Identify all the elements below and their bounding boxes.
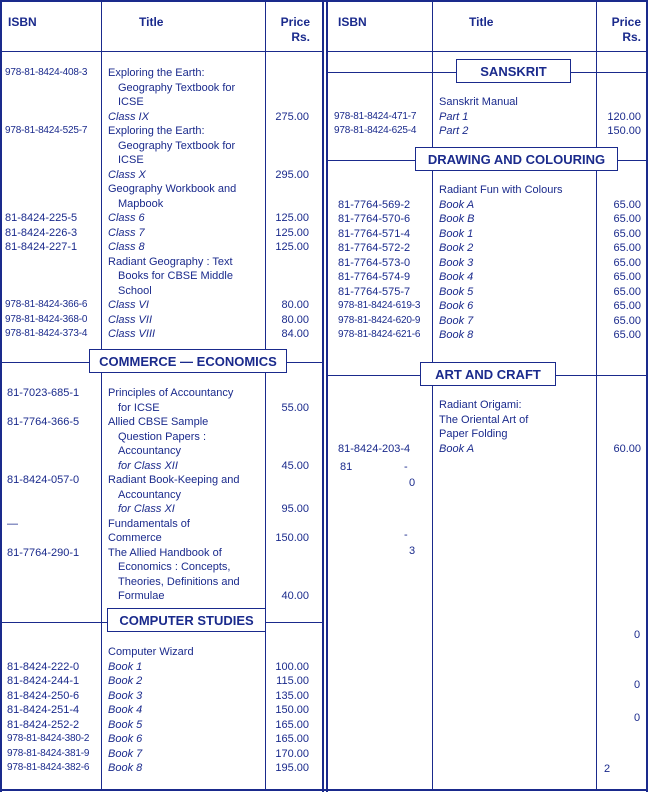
title-cell: Economics : Concepts, [118,561,231,573]
right-isbn-col-line [432,2,433,789]
price-cell: 40.00 [281,590,309,602]
isbn-cell: 978-81-8424-471-7 [334,110,417,122]
title-cell: Book 4 [439,271,474,283]
right-header-rule [328,51,646,52]
title-cell: The Oriental Art of [439,413,529,426]
title-cell: for ICSE [118,401,160,414]
price-cell: 295.00 [275,168,309,181]
title-cell: Exploring the Earth: [108,125,205,137]
center-divider-b [326,0,328,792]
stray-text: - [404,529,408,541]
isbn-cell: 81-8424-225-5 [5,212,78,224]
title-cell: Book 2 [439,242,474,254]
title-cell: Geography Textbook for [118,139,236,152]
isbn-cell: 81-8424-250-6 [7,689,80,702]
title-cell: Question Papers : [118,430,207,443]
title-cell: The Allied Handbook of [108,546,222,559]
title-cell: Class 7 [108,226,145,239]
title-cell: Paper Folding [439,428,508,440]
title-cell: Class IX [108,110,149,123]
price-cell: 165.00 [275,718,309,731]
title-cell: Formulae [118,590,165,602]
price-cell: 125.00 [275,226,309,239]
title-cell: Book 6 [108,733,143,745]
title-cell: Accountancy [118,445,181,457]
section-computer-studies: COMPUTER STUDIES [107,608,266,632]
price-cell: 165.00 [275,733,309,745]
price-cell: 65.00 [613,329,641,341]
isbn-cell: 978-81-8424-381-9 [7,747,90,759]
isbn-cell: 81-8424-244-1 [7,675,80,687]
price-cell: 135.00 [275,689,309,702]
isbn-cell: 81-7764-366-5 [7,416,80,428]
title-cell: Radiant Geography : Text [108,255,233,268]
title-cell: Part 1 [439,110,469,123]
price-cell: 65.00 [613,300,641,312]
left-isbn-col-line [101,2,102,789]
price-cell: 55.00 [281,401,309,414]
top-border [0,0,648,2]
isbn-cell: 81-8424-203-4 [338,442,411,455]
isbn-cell: 81-7764-572-2 [338,242,411,254]
title-cell: Principles of Accountancy [108,387,234,399]
isbn-cell: — [7,517,18,530]
stray-text: 0 [634,712,641,724]
left-header-rule [2,51,322,52]
isbn-cell: 81-8424-226-3 [5,226,78,239]
left-isbn-header: ISBN [8,15,37,29]
title-cell: Book 5 [108,718,143,731]
isbn-cell: 978-81-8424-380-2 [7,733,90,744]
title-cell: Book 1 [108,660,143,673]
title-cell: Mapbook [118,197,164,210]
price-cell: 60.00 [613,442,641,455]
isbn-cell: 978-81-8424-373-4 [5,328,88,339]
title-cell: Geography Workbook and [108,183,237,195]
price-cell: 80.00 [281,299,309,311]
title-cell: Book A [439,442,475,455]
center-divider-a [322,0,324,792]
title-cell: Computer Wizard [108,646,194,658]
right-price-unit-header: Rs. [622,30,641,44]
price-cell: 150.00 [275,704,309,716]
price-cell: 45.00 [281,459,309,472]
price-cell: 150.00 [607,125,641,137]
title-cell: ICSE [118,154,144,166]
title-cell: Sanskrit Manual [439,96,518,108]
isbn-cell: 81-8424-251-4 [7,704,80,716]
stray-text: 0 [634,679,641,691]
isbn-cell: 978-81-8424-368-0 [5,313,88,325]
title-cell: Exploring the Earth: [108,67,205,79]
title-cell: Class 8 [108,241,145,253]
isbn-cell: 81-7764-571-4 [338,227,411,240]
title-cell: Class VII [108,313,153,326]
stray-text: 3 [409,545,416,557]
title-cell: Book 7 [439,314,474,327]
right-price-header: Price [611,15,641,29]
title-cell: Part 2 [439,125,469,137]
title-cell: Radiant Book-Keeping and [108,474,240,486]
price-cell: 65.00 [613,242,641,254]
price-cell: 275.00 [275,110,309,123]
isbn-cell: 81-8424-057-0 [7,474,80,486]
price-cell: 65.00 [613,256,641,269]
isbn-cell: 81-8424-252-2 [7,718,80,731]
title-cell: Book 3 [439,256,474,269]
isbn-cell: 81-7764-569-2 [338,198,411,211]
stray-text: 81 [340,461,353,473]
isbn-cell: 978-81-8424-382-6 [7,762,90,773]
section-drawing-colouring: DRAWING AND COLOURING [415,147,618,171]
isbn-cell: 81-7764-570-6 [338,213,411,225]
stray-text: 2 [604,763,611,775]
title-cell: Radiant Origami: [439,399,522,411]
title-cell: Books for CBSE Middle [118,270,233,282]
title-cell: Book 1 [439,227,474,240]
title-cell: Commerce [108,532,162,544]
title-cell: Book 7 [108,747,143,760]
price-cell: 125.00 [275,212,309,224]
price-cell: 125.00 [275,241,309,253]
title-cell: Accountancy [118,488,181,501]
stray-text: 0 [634,629,641,641]
title-cell: Book A [439,198,475,211]
isbn-cell: 978-81-8424-525-7 [5,125,88,136]
price-cell: 95.00 [281,503,309,515]
isbn-cell: 978-81-8424-619-3 [338,300,421,311]
title-cell: Book B [439,213,475,225]
title-cell: for Class XII [118,459,178,472]
left-price-header: Price [280,15,310,29]
title-cell: Book 5 [439,285,474,298]
bottom-border [0,789,648,791]
title-cell: Radiant Fun with Colours [439,184,563,196]
title-cell: Geography Textbook for [118,81,236,94]
isbn-cell: 81-7764-575-7 [338,285,411,298]
price-cell: 195.00 [275,762,309,774]
stray-text: - [404,461,408,473]
isbn-cell: 81-7764-574-9 [338,271,411,283]
price-cell: 84.00 [281,328,309,340]
price-cell: 65.00 [613,314,641,327]
title-cell: Class X [108,168,146,181]
price-cell: 120.00 [607,110,641,123]
price-cell: 65.00 [613,285,641,298]
section-art-craft: ART AND CRAFT [420,362,556,386]
stray-text: 0 [409,477,416,489]
price-cell: 150.00 [275,532,309,544]
title-cell: School [118,284,152,297]
price-cell: 65.00 [613,213,641,225]
right-title-header: Title [469,15,494,29]
isbn-cell: 81-7764-290-1 [7,546,80,559]
isbn-cell: 81-8424-227-1 [5,241,78,253]
right-isbn-header: ISBN [338,15,367,29]
title-cell: Theories, Definitions and [118,575,240,588]
isbn-cell: 978-81-8424-408-3 [5,67,88,78]
title-cell: Book 4 [108,704,143,716]
title-cell: Book 3 [108,689,143,702]
section-commerce-economics: COMMERCE — ECONOMICS [89,349,287,373]
title-cell: Fundamentals of [108,517,190,530]
price-cell: 80.00 [281,313,309,326]
isbn-cell: 978-81-8424-621-6 [338,329,421,340]
title-cell: Class VI [108,299,149,311]
price-cell: 170.00 [275,747,309,760]
price-cell: 65.00 [613,198,641,211]
title-cell: Class VIII [108,328,156,340]
title-cell: Book 8 [108,762,143,774]
title-cell: Class 6 [108,212,145,224]
isbn-cell: 81-7764-573-0 [338,256,411,269]
isbn-cell: 978-81-8424-620-9 [338,314,421,326]
title-cell: Allied CBSE Sample [108,416,209,428]
left-price-unit-header: Rs. [291,30,310,44]
title-cell: Book 8 [439,329,474,341]
price-cell: 65.00 [613,271,641,283]
title-cell: Book 6 [439,300,474,312]
title-cell: Book 2 [108,675,143,687]
isbn-cell: 81-8424-222-0 [7,660,80,673]
price-cell: 115.00 [276,675,309,687]
price-cell: 100.00 [275,660,309,673]
price-cell: 65.00 [613,227,641,240]
isbn-cell: 978-81-8424-625-4 [334,125,417,136]
title-cell: ICSE [118,96,144,108]
title-cell: for Class XI [118,503,175,515]
left-title-header: Title [139,15,164,29]
section-sanskrit: SANSKRIT [456,59,571,83]
left-border [0,0,2,792]
isbn-cell: 81-7023-685-1 [7,387,80,399]
isbn-cell: 978-81-8424-366-6 [5,299,88,310]
